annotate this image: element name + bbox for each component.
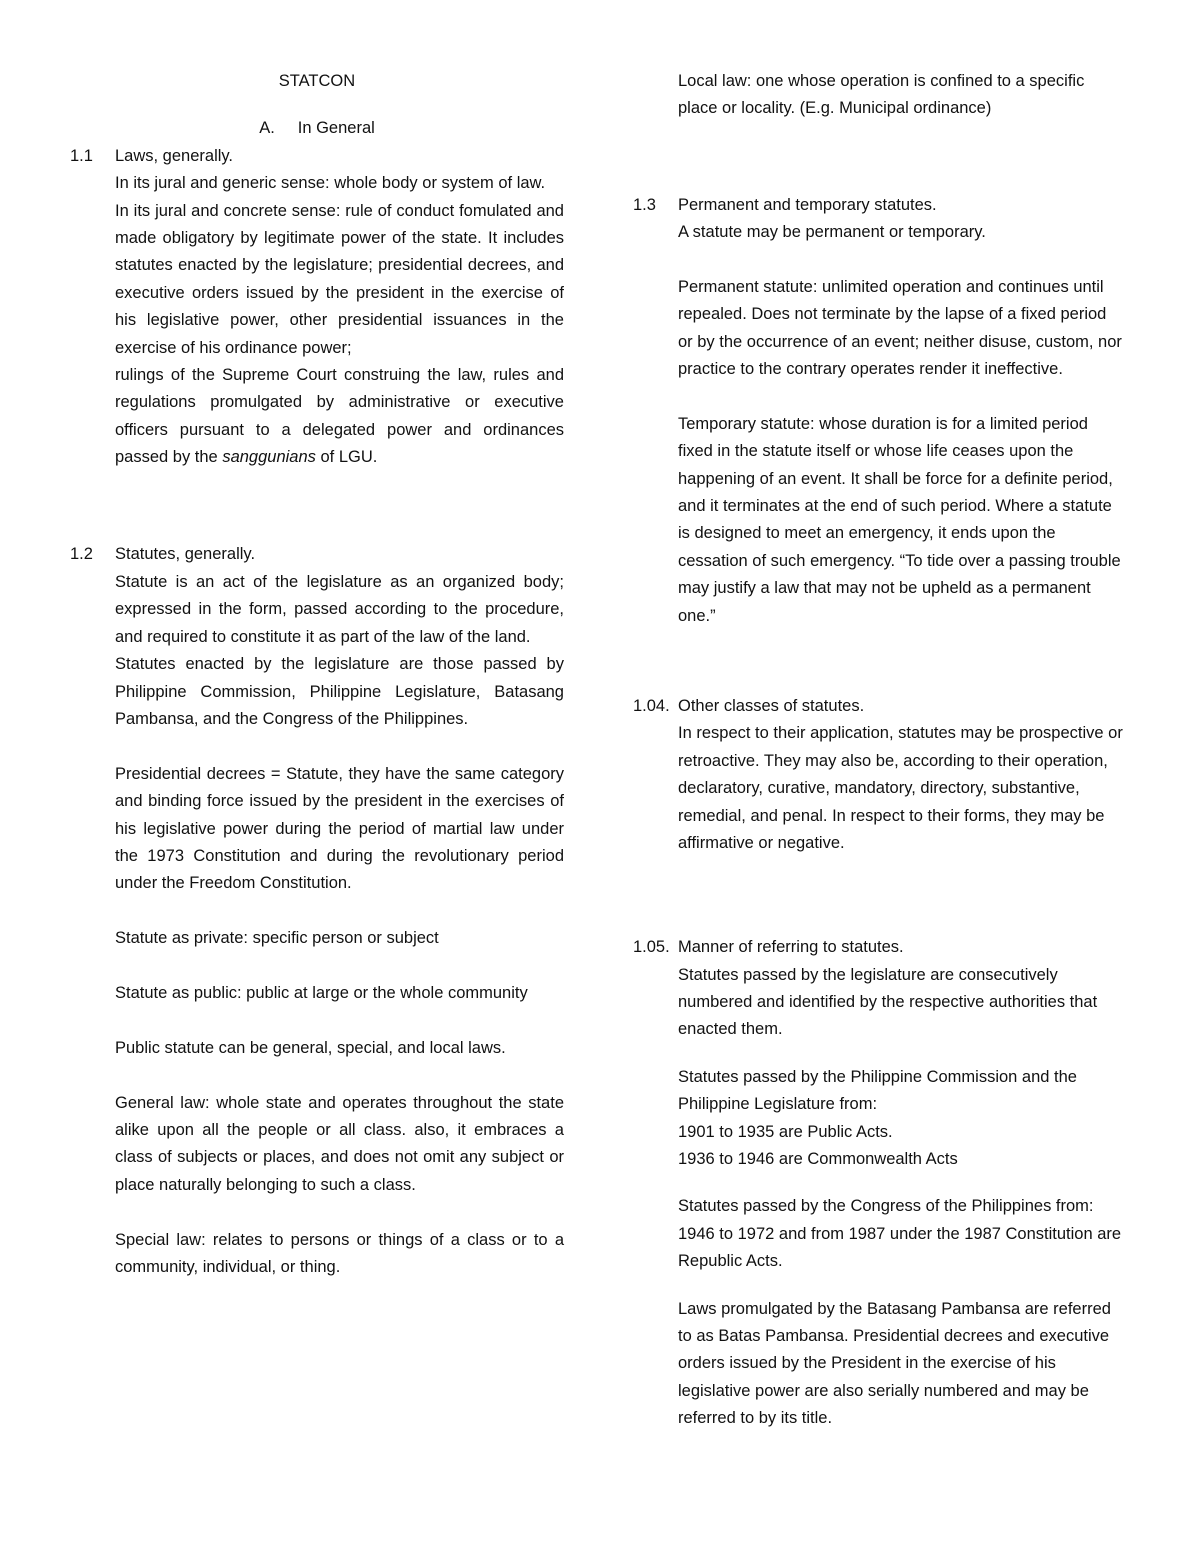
- list-line: 1936 to 1946 are Commonwealth Acts: [678, 1149, 958, 1168]
- right-column: [633, 68, 1125, 1433]
- section-title: Permanent and temporary statutes.: [678, 195, 937, 214]
- section-number: 1.05.: [633, 938, 670, 957]
- paragraph: Public statute can be general, special, and local laws.: [115, 1038, 506, 1057]
- left-column: [70, 68, 564, 1281]
- paragraph: Statute as private: specific person or subject: [115, 929, 439, 948]
- paragraph: Statutes passed by the Philippine Commission and the Philippine Legislature from:: [678, 1067, 1077, 1114]
- paragraph: In its jural and concrete sense: rule of conduct fomulated and made obligatory by legitimate power of the state. It includes statutes enacted by the legislature; presidential decrees, and executive orders issued by the president in the exercise of his legislative power, other presidential issuances in the exercise of his ordinance power;: [115, 201, 564, 357]
- paragraph: Statutes passed by the Congress of the Philippines from: 1946 to 1972 and from 1987 under the 1987 Constitution are Republic Acts.: [678, 1197, 1122, 1271]
- section-a-title: In General: [297, 119, 375, 138]
- paragraph: Permanent statute: unlimited operation and continues until repealed. Does not terminate by the lapse of a fixed period or by the occurrence of an event; neither disuse, custom, nor practice to the contrary operates render it ineffective.: [678, 277, 1122, 379]
- paragraph: Statute is an act of the legislature as an organized body; expressed in the form, passed according to the procedure, and required to constitute it as part of the law of the land.: [115, 572, 564, 646]
- paragraph: Special law: relates to persons or things of a class or to a community, individual, or thing.: [115, 1230, 564, 1276]
- section-number: 1.04.: [633, 696, 670, 715]
- section-title: Laws, generally.: [115, 146, 234, 165]
- document-title: STATCON: [278, 72, 356, 90]
- section-1-05-heading: [633, 934, 1125, 961]
- paragraph: Statute as public: public at large or the whole community: [115, 983, 528, 1002]
- section-title: Statutes, generally.: [115, 545, 256, 564]
- section-number: 1.3: [633, 195, 656, 214]
- paragraph: Local law: one whose operation is confined to a specific place or locality. (E.g. Municipal ordinance): [678, 72, 1085, 118]
- paragraph: Presidential decrees = Statute, they have the same category and binding force issued by the president in the exercises of his legislative power during the period of martial law under the 1973 Constitution and during the revolutionary period under the Freedom Constitution.: [115, 764, 564, 893]
- section-number: 1.2: [70, 545, 93, 564]
- list-line: 1901 to 1935 are Public Acts.: [678, 1122, 893, 1141]
- section-1-3-heading: [633, 192, 1125, 219]
- section-a-heading: [70, 115, 564, 142]
- paragraph: In respect to their application, statutes may be prospective or retroactive. They may also be, according to their operation, declaratory, curative, mandatory, directory, substantive, remedial, and penal. In respect to their forms, they may be affirmative or negative.: [678, 724, 1123, 852]
- paragraph: Statutes enacted by the legislature are those passed by Philippine Commission, Philippine Legislature, Batasang Pambansa, and the Congress of the Philippines.: [115, 655, 564, 728]
- section-1-1-heading: [70, 143, 564, 170]
- paragraph: Laws promulgated by the Batasang Pambansa are referred to as Batas Pambansa. Presidential decrees and executive orders issued by the President in the exercise of his legislative power are also serially numbered and may be referred to by its title.: [678, 1299, 1111, 1428]
- section-title: Other classes of statutes.: [678, 696, 865, 715]
- paragraph: A statute may be permanent or temporary.: [678, 223, 986, 242]
- paragraph: rulings of the Supreme Court construing the law, rules and regulations promulgated by administrative or executive officers pursuant to a delegated power and ordinances passed by the sanggunians of LGU.: [115, 366, 564, 467]
- italic-term: sanggunians: [222, 448, 316, 467]
- paragraph: In its jural and generic sense: whole body or system of law.: [115, 174, 546, 193]
- section-title: Manner of referring to statutes.: [678, 938, 904, 957]
- section-a-letter: A.: [259, 119, 275, 138]
- section-1-2-heading: [70, 541, 564, 568]
- section-number: 1.1: [70, 146, 93, 165]
- section-1-04-heading: [633, 693, 1125, 720]
- paragraph: Temporary statute: whose duration is for a limited period fixed in the statute itself or whose life ceases upon the happening of an event. It shall be force for a definite period, and it terminates at the end of such period. Where a statute is designed to meet an emergency, it ends upon the cessation of such emergency. “To tide over a passing trouble may justify a law that may not be upheld as a permanent one.”: [678, 414, 1121, 625]
- paragraph: General law: whole state and operates throughout the state alike upon all the people or all class. also, it embraces a class of subjects or places, and does not omit any subject or place naturally belonging to such a class.: [115, 1093, 564, 1194]
- paragraph: Statutes passed by the legislature are consecutively numbered and identified by the respective authorities that enacted them.: [678, 965, 1098, 1039]
